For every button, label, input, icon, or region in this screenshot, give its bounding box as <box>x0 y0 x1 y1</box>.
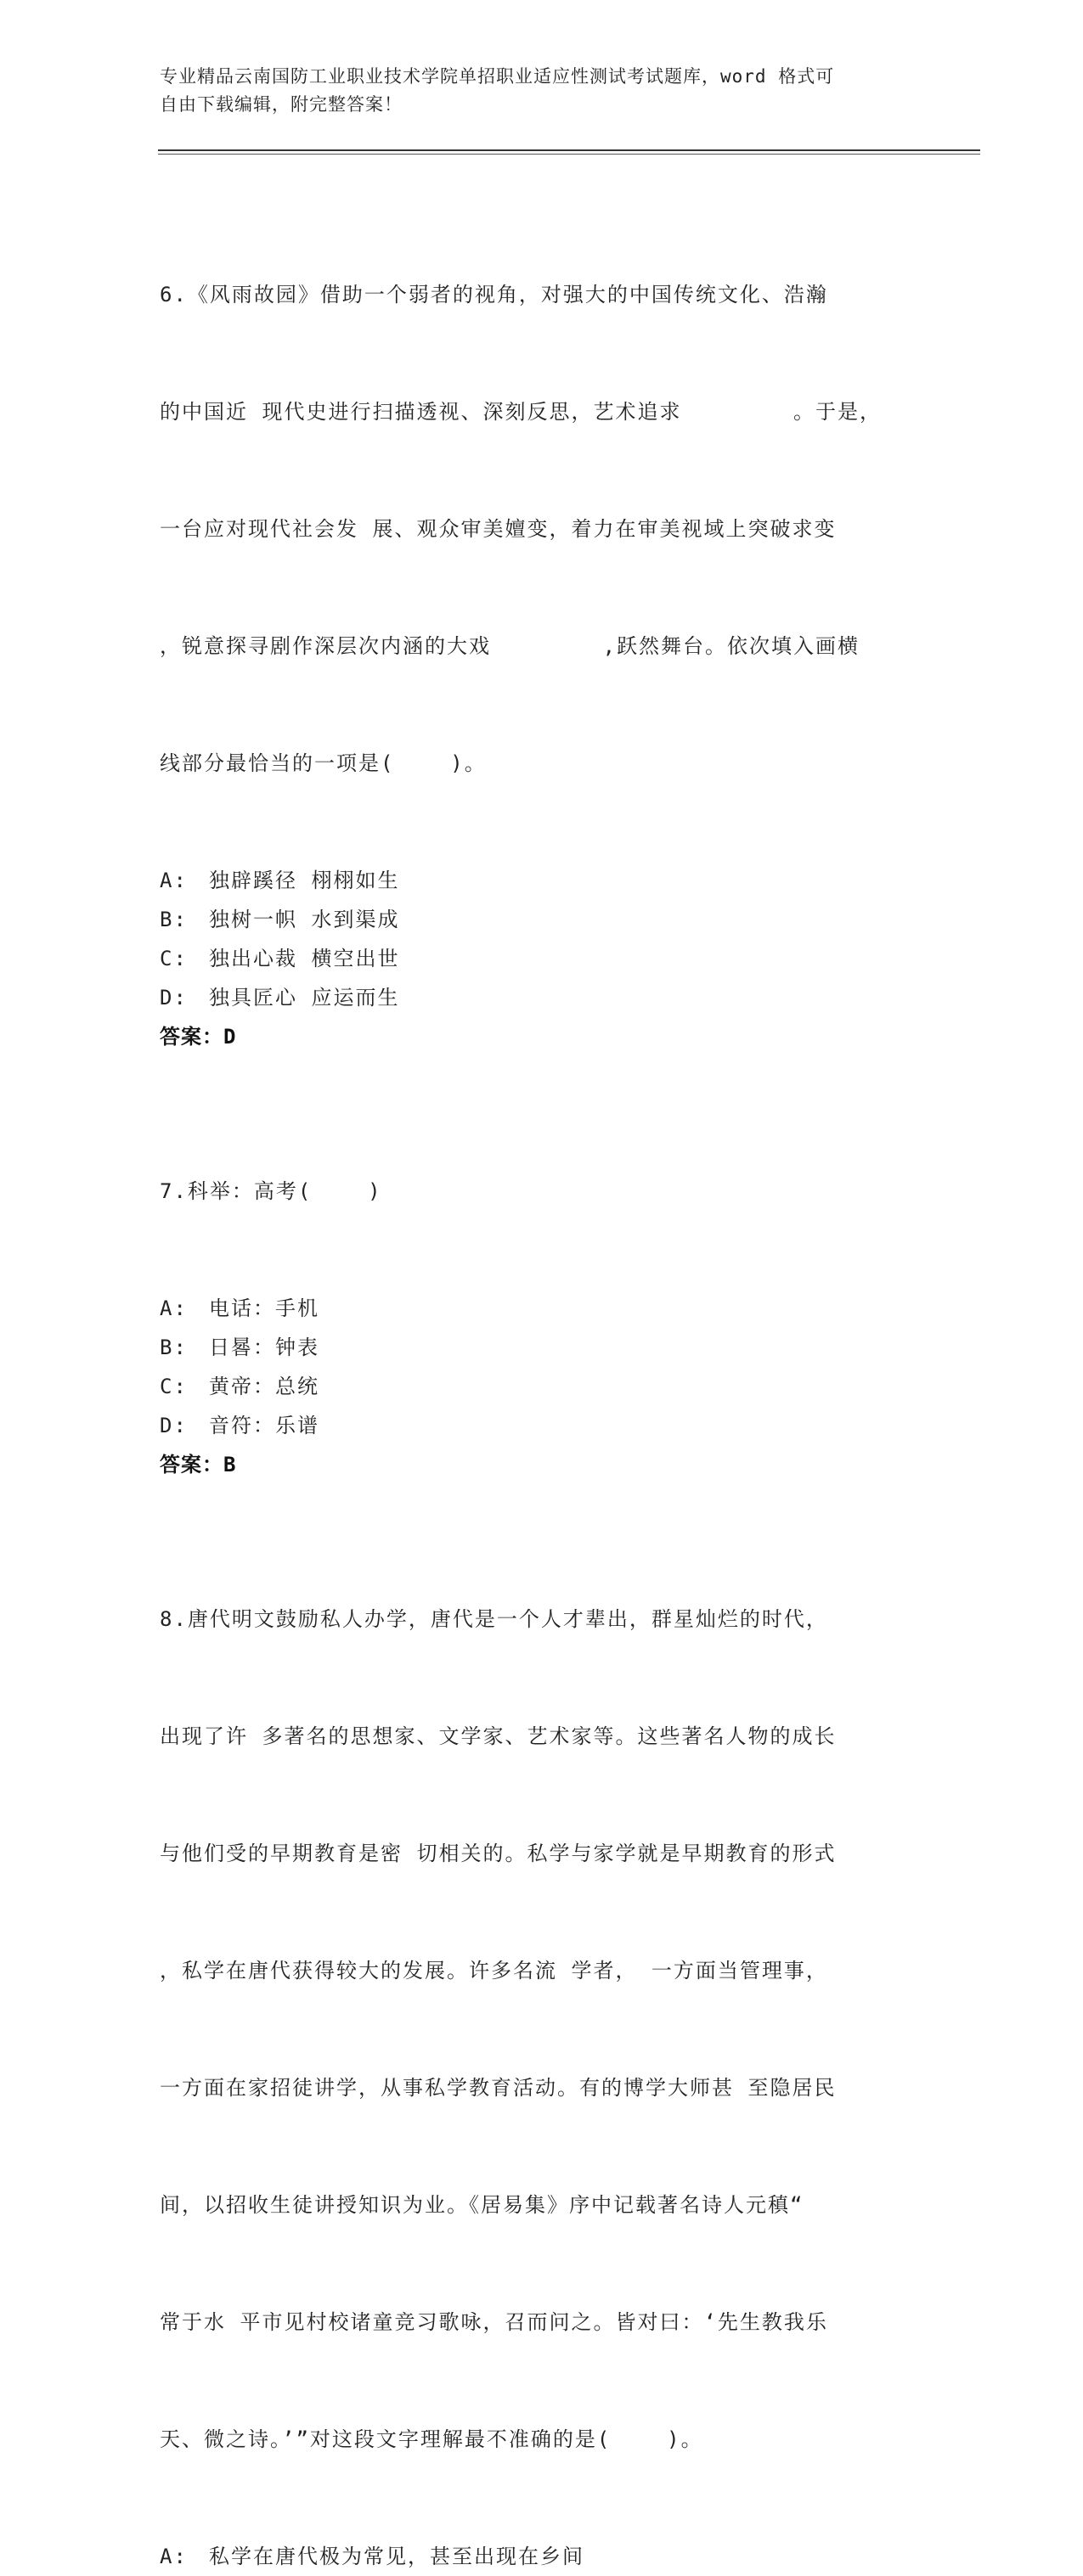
option-label: A: <box>160 869 188 892</box>
question-6 <box>160 197 924 1056</box>
spacer <box>160 1056 924 1094</box>
option-text: 独出心裁 横空出世 <box>209 947 400 970</box>
option-c <box>160 1367 924 1406</box>
option-text: 独树一帜 水到渠成 <box>209 908 400 931</box>
stem-line: 一台应对现代社会发 展、观众审美嬗变，着力在审美视域上突破求变 <box>160 517 837 541</box>
option-label: B: <box>160 908 188 931</box>
option-text: 日晷：钟表 <box>209 1336 319 1359</box>
option-text: 独辟蹊径 栩栩如生 <box>209 869 400 892</box>
stem-line: 间，以招收生徒讲授知识为业。《居易集》序中记载著名诗人元稹“ <box>160 2193 804 2217</box>
header-line-2: 自由下载编辑，附完整答案！ <box>160 94 403 115</box>
question-7 <box>160 1094 924 1484</box>
stem-line: 一方面在家招徒讲学，从事私学教育活动。有的博学大师甚 至隐居民 <box>160 2076 837 2100</box>
header-line-1: 专业精品云南国防工业职业技术学院单招职业适应性测试考试题库，word 格式可 <box>160 66 835 87</box>
answer-line: 答案：D <box>160 1025 237 1049</box>
stem-line: 常于水 平市见村校诸童竞习歌咏，召而问之。皆对曰：‘先生教我乐 <box>160 2310 828 2334</box>
option-text: 私学在唐代极为常见，甚至出现在乡间 <box>209 2545 584 2568</box>
stem-line: 的中国近 现代史进行扫描透视、深刻反思，艺术追求 。于是， <box>160 400 883 424</box>
stem-line: 6.《风雨故园》借助一个弱者的视角，对强大的中国传统文化、浩瀚 <box>160 283 828 307</box>
stem-line: 线部分最恰当的一项是( )。 <box>160 751 487 775</box>
option-text: 独具匠心 应运而生 <box>209 986 400 1010</box>
option-label: B: <box>160 1336 188 1359</box>
stem-line: 7.科举：高考( ) <box>160 1179 382 1203</box>
question-8 <box>160 1521 924 2576</box>
option-label: C: <box>160 1375 188 1398</box>
option-d <box>160 1406 924 1445</box>
stem-line: ，私学在唐代获得较大的发展。许多名流 学者， 一方面当管理事， <box>160 1959 828 1983</box>
question-list <box>160 197 924 2576</box>
stem-line: 与他们受的早期教育是密 切相关的。私学与家学就是早期教育的形式 <box>160 1842 837 1865</box>
option-a <box>160 861 924 900</box>
stem-line: 出现了许 多著名的思想家、文学家、艺术家等。这些著名人物的成长 <box>160 1724 837 1748</box>
option-text: 电话：手机 <box>209 1296 319 1320</box>
option-a <box>160 2537 924 2576</box>
answer-line: 答案：B <box>160 1453 237 1476</box>
option-label: D: <box>160 986 188 1010</box>
question-stem <box>160 197 924 861</box>
question-stem <box>160 1094 924 1289</box>
question-stem <box>160 1521 924 2537</box>
option-d <box>160 978 924 1017</box>
option-c <box>160 939 924 978</box>
option-b <box>160 1328 924 1367</box>
option-text: 音符：乐谱 <box>209 1414 319 1437</box>
header-divider-thin <box>158 154 980 155</box>
option-label: A: <box>160 2545 188 2568</box>
option-b <box>160 900 924 939</box>
option-text: 黄帝：总统 <box>209 1375 319 1398</box>
stem-line: 8.唐代明文鼓励私人办学，唐代是一个人才辈出，群星灿烂的时代， <box>160 1607 828 1631</box>
document-header <box>160 63 907 119</box>
option-label: C: <box>160 947 188 970</box>
stem-line: 天、微之诗。’”对这段文字理解最不准确的是( )。 <box>160 2427 703 2451</box>
option-a <box>160 1289 924 1328</box>
stem-line: ，锐意探寻剧作深层次内涵的大戏 ,跃然舞台。依次填入画横 <box>160 634 860 658</box>
header-divider-thick <box>158 149 980 151</box>
spacer <box>160 1484 924 1521</box>
option-label: A: <box>160 1296 188 1320</box>
option-label: D: <box>160 1414 188 1437</box>
